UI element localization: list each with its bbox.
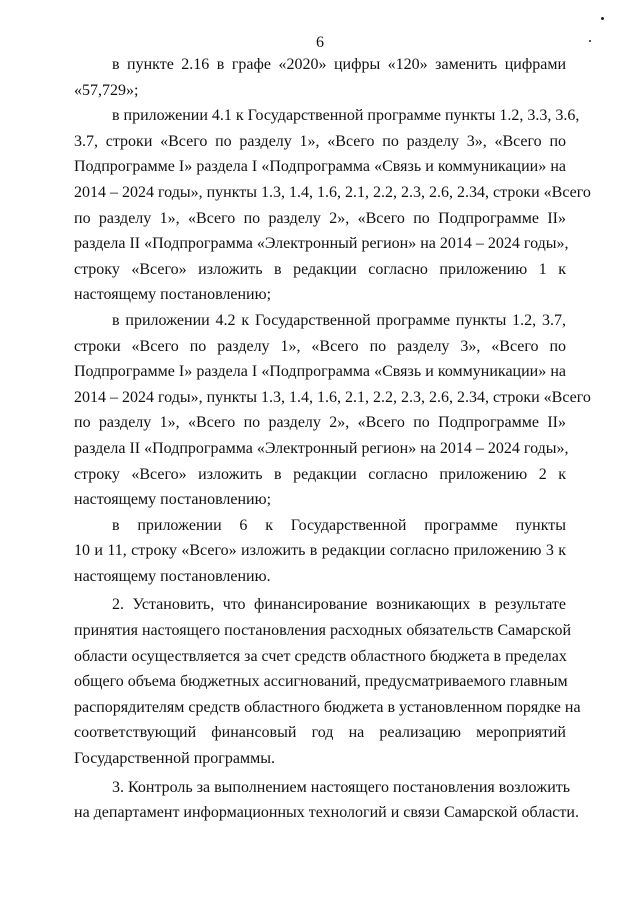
text-line: 2014 – 2024 годы», пункты 1.3, 1.4, 1.6, 2.1, 2.2, 2.3, 2.6, 2.34, строки «Всего: [74, 183, 591, 201]
text-line: строку «Всего» изложить в редакции согласно приложению 2 к: [74, 465, 566, 483]
paragraph-amend-point-2-16: [74, 52, 566, 103]
text-line: принятия настоящего постановления расходных обязательств Самарской: [74, 622, 571, 640]
text-line: настоящему постановлению;: [74, 286, 272, 304]
text-line: строку «Всего» изложить в редакции согласно приложению 1 к: [74, 260, 566, 278]
text-line: соответствующий финансовый год на реализацию мероприятий: [74, 724, 566, 742]
paragraph-appendix-6: [74, 513, 566, 590]
text-line: 3. Контроль за выполнением настоящего постановления возложить: [112, 778, 571, 796]
text-line: 3.7, строки «Всего по разделу 1», «Всего по разделу 3», «Всего по: [74, 132, 566, 150]
document-body: [74, 52, 591, 826]
text-line: строки «Всего по разделу 1», «Всего по разделу 3», «Всего по: [74, 337, 566, 355]
text-line: 2014 – 2024 годы», пункты 1.3, 1.4, 1.6, 2.1, 2.2, 2.3, 2.6, 2.34, строки «Всего: [74, 388, 591, 406]
text-line: 2. Установить, что финансирование возникающих в результате: [112, 596, 566, 614]
text-line: в приложении 6 к Государственной программе пункты: [112, 516, 566, 534]
text-line: по разделу 1», «Всего по разделу 2», «Всего по Подпрограмме II»: [74, 414, 566, 432]
text-line: в пункте 2.16 в графе «2020» цифры «120» заменить цифрами: [112, 56, 566, 73]
text-line: настоящему постановлению;: [74, 491, 272, 509]
text-line: общего объема бюджетных ассигнований, предусматриваемого главным: [74, 673, 568, 691]
scan-speck: [589, 40, 591, 42]
scan-speck: [601, 17, 604, 20]
text-line: настоящему постановлению.: [74, 567, 271, 585]
text-line: Государственной программы.: [74, 750, 275, 768]
text-line: в приложении 4.2 к Государственной программе пункты 1.2, 3.7,: [112, 311, 566, 329]
text-line: Подпрограмме I» раздела I «Подпрограмма «Связь и коммуникации» на: [74, 363, 566, 381]
text-line: по разделу 1», «Всего по разделу 2», «Всего по Подпрограмме II»: [74, 209, 566, 227]
page-number: 6: [316, 34, 324, 51]
paragraph-control: [74, 775, 579, 826]
text-line: области осуществляется за счет средств областного бюджета в пределах: [74, 647, 567, 665]
text-line: на департамент информационных технологий и связи Самарской области.: [74, 804, 579, 822]
paragraph-financing: [74, 592, 581, 771]
text-line: в приложении 4.1 к Государственной программе пункты 1.2, 3.3, 3.6,: [112, 107, 580, 125]
paragraph-appendix-4-2: [74, 308, 591, 513]
text-line: раздела II «Подпрограмма «Электронный регион» на 2014 – 2024 годы»,: [74, 235, 569, 253]
paragraph-appendix-4-1: [74, 103, 591, 308]
text-line: Подпрограмме I» раздела I «Подпрограмма «Связь и коммуникации» на: [74, 158, 566, 176]
text-line: «57,729»;: [74, 81, 139, 99]
text-line: 10 и 11, строку «Всего» изложить в редакции согласно приложению 3 к: [74, 542, 566, 560]
text-line: раздела II «Подпрограмма «Электронный регион» на 2014 – 2024 годы»,: [74, 439, 569, 457]
text-line: распорядителям средств областного бюджета в установленном порядке на: [74, 698, 581, 716]
